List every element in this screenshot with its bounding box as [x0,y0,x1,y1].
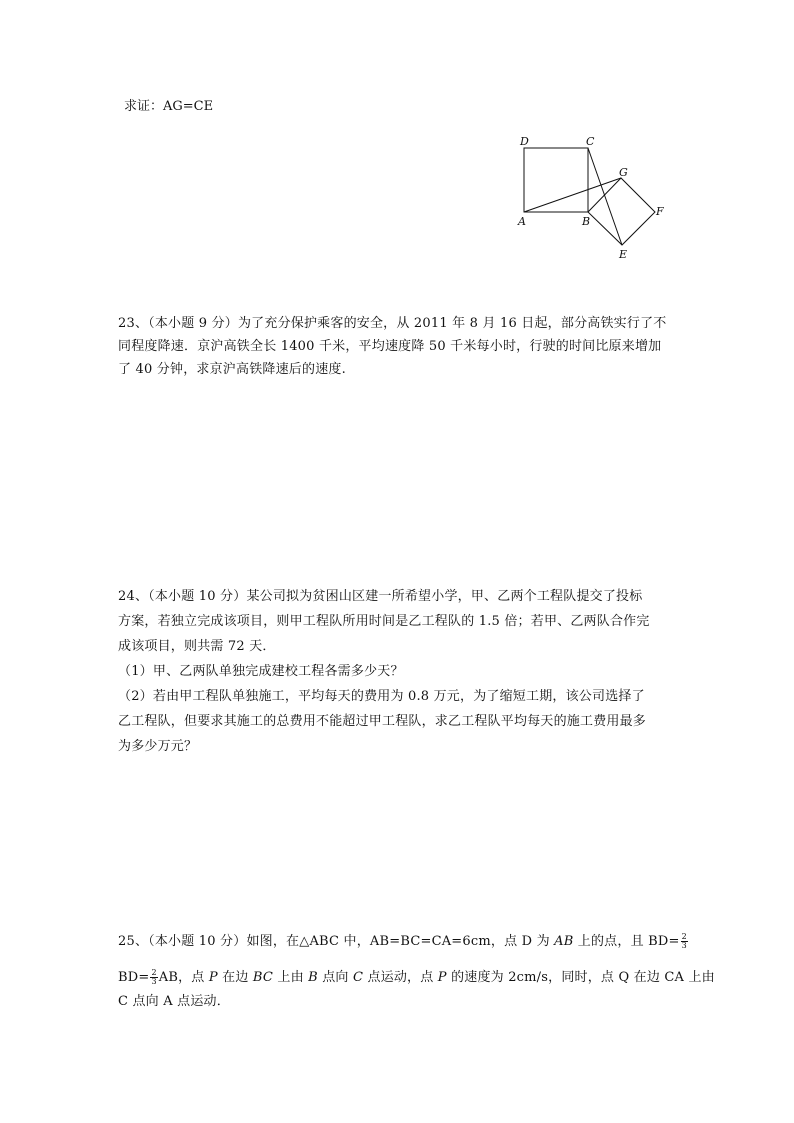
q24-line: 为多少万元？ [118,739,198,754]
q24-subquestion-2: （2）若由甲工程队单独施工，平均每天的费用为 0.8 万元，为了缩短工期，该公司选择了 [118,689,645,704]
q24-line: 24、（本小题 10 分）某公司拟为贫困山区建一所希望小学，甲、乙两个工程队提交了投标 [118,589,643,604]
q23-line: 同程度降速．京沪高铁全长 1400 千米，平均速度降 50 千米每小时，行驶的时间比原来增加 [118,339,662,354]
q24-line: 乙工程队，但要求其施工的总费用不能超过甲工程队，求乙工程队平均每天的施工费用最多 [118,714,647,729]
q24-line: 方案，若独立完成该项目，则甲工程队所用时间是乙工程队的 1.5 倍；若甲、乙两队合作完 [118,614,650,629]
square-abcd [524,148,588,212]
segment-ce [588,148,622,245]
fraction-two-thirds: $\frac{2}{3}$ [681,932,687,950]
label-e: E [619,248,628,261]
square-triangle-diagram [508,128,678,268]
q24-subquestion-1: （1）甲、乙两队单独完成建校工程各需多少天？ [118,664,404,679]
label-a: A [518,215,526,228]
square-bgfe [588,178,655,245]
label-f: F [656,205,664,218]
question-24 [118,584,678,759]
label-b: B [582,215,591,228]
q25-line-1: 25、（本小题 10 分）如图，在△ABC 中，AB=BC=CA=6cm，点 D 为 AB 上的点，且 BD= $\frac{2}{3}$ [118,932,687,950]
geometry-figure [508,128,678,272]
fraction-two-thirds: $\frac{2}{3}$ [151,968,157,986]
segment-ag [524,178,621,212]
label-c: C [586,135,595,148]
q25-line-3: C 点向 A 点运动． [118,994,230,1009]
q24-line: 成该项目，则共需 72 天． [118,639,276,654]
q25-line-2: BD= $\frac{2}{3}$ AB，点 P 在边 BC 上由 B 点向 C 点运动，点 P 的速度为 2cm/s，同时，点 Q 在边 CA 上由 [118,968,715,986]
q23-line: 了 40 分钟，求京沪高铁降速后的速度. [118,362,346,377]
question-25 [118,930,715,1014]
label-d: D [520,135,529,148]
label-g: G [619,166,628,179]
question-23 [118,312,678,381]
proof-statement: 求证：AG=CE [124,99,214,114]
q23-line: 23、（本小题 9 分）为了充分保护乘客的安全，从 2011 年 8 月 16 日起，部分高铁实行了不 [118,316,667,331]
